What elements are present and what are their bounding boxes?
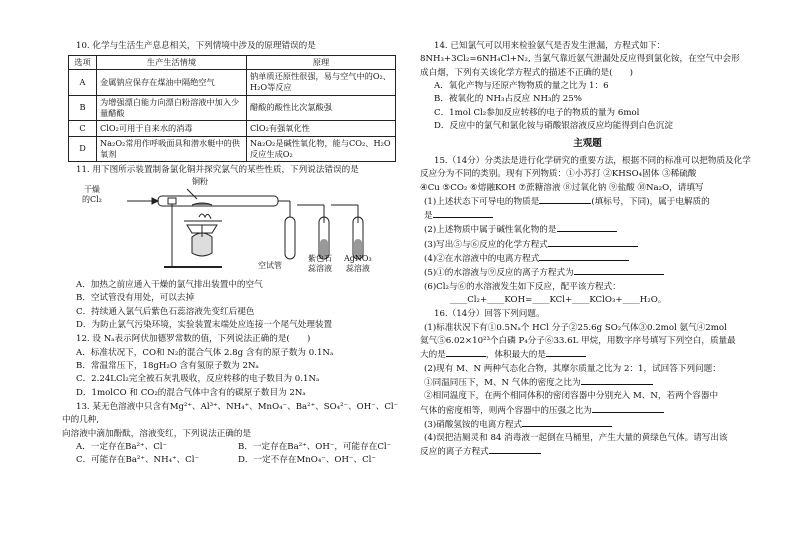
question-14-stem-line3: 成白烟，下列有关该化学方程式的描述不正确的是( ) — [420, 67, 633, 78]
label-agno3-line1: AgNO₃ — [344, 254, 372, 264]
table-cell-scene: Na₂O₂常用作呼吸面具和潜水艇中的供氧剂 — [97, 136, 247, 161]
question-14-option-c: C．1mol Cl₂参加反应转移的电子的物质的量为 6mol — [434, 107, 640, 118]
question-13 — [62, 401, 400, 468]
question-15 — [420, 155, 755, 307]
table-row — [69, 95, 396, 120]
question-16-line5: (2)现有 M、N 两种气态化合物，其摩尔质量之比为 2：1，试回答下列问题： — [424, 363, 721, 374]
question-15-part6-equation: ____Cl₂+____KOH=____KCl+____KClO₃+____H₂O。 — [450, 295, 667, 306]
answer-blank[interactable] — [522, 418, 612, 427]
label-dry-cl2-line1: 干燥 — [83, 185, 100, 195]
question-15-line3: ④Cu ⑤CO₂ ⑥熔融KOH ⑦蔗糖溶液 ⑧过氧化钠 ⑨盐酸 ⑩Na₂O，请填写 — [420, 182, 704, 193]
question-15-line1: 15.（14分）分类法是进行化学研究的重要方法，根据不同的标准可以把物质及化学 — [434, 155, 751, 166]
question-12-option-d: D．1molCO 和 CO₂的混合气体中含有的碳原子数目为 2Nₐ — [76, 387, 306, 398]
right-column — [420, 40, 755, 461]
question-15-line2: 反应分为不同的类别。现有下列物质：①小苏打 ②KHSO₄固体 ③稀硫酸 — [420, 169, 697, 180]
question-14-option-d: D．反应中的氯气和氯化铵与硝酸银溶液反应均能得到白色沉淀 — [434, 120, 673, 131]
table-cell-scene: ClO₂可用于自来水的消毒 — [97, 120, 247, 136]
table-row — [69, 70, 396, 95]
label-litmus-line1: 紫色石 — [308, 254, 332, 264]
question-14-option-a: A．氧化产物与还原产物物质的量之比为 1：6 — [434, 80, 609, 91]
stand-clamp — [168, 198, 176, 204]
label-dry-cl2-line2: 的Cl₂ — [82, 194, 102, 204]
table-cell-option: D — [69, 136, 97, 161]
question-15-part6: (6)Cl₂与⑥的水溶液发生如下反应，配平该方程式： — [424, 281, 621, 292]
answer-blank[interactable] — [546, 348, 586, 357]
question-11-option-c: C．持续通入氯气后紫色石蕊溶液先变红后褪色 — [76, 306, 255, 317]
question-15-part1-cont-text: 是 — [424, 211, 433, 222]
section-title: 主观题 — [573, 138, 602, 150]
question-11-option-a: A．加热之前应通入干燥的氯气排出装置中的空气 — [76, 280, 263, 291]
table-cell-option: C — [69, 120, 97, 136]
question-16-part3 — [420, 418, 755, 432]
copper-pointer — [187, 189, 197, 199]
principle-table — [68, 55, 396, 161]
inlet-arrow — [152, 198, 158, 204]
answer-blank[interactable] — [446, 348, 486, 357]
table-cell-scene: 为增强漂白能力向漂白粉溶液中加入少量醋酸 — [97, 95, 247, 120]
question-10-stem: 10. 化学与生活生产息息相关，下列情境中涉及的原理错误的是 — [76, 41, 316, 51]
question-14-option-b: B．被氧化的 NH₃占反应 NH₃的 25% — [434, 94, 582, 105]
question-15-part5-text: (5)①的水溶液与⑨反应的离子方程式为 — [424, 268, 574, 279]
table-header-scene: 生产生活情境 — [97, 56, 247, 70]
label-agno3-solution — [344, 254, 372, 273]
question-10 — [62, 40, 400, 162]
label-dry-cl2 — [82, 185, 102, 204]
question-11-stem: 11. 用下图所示装置制备氯化铜并探究氯气的某些性质，下列说法错误的是 — [76, 164, 359, 175]
question-12-option-a: A．标准状况下，CO和 N₂的混合气体 2.8g 含有的原子数为 0.1Nₐ — [76, 347, 334, 358]
table-cell-principle: 醋酸的酸性比次氯酸强 — [247, 95, 396, 120]
label-empty-tube: 空试管 — [258, 261, 282, 271]
question-16-part2b-text: 气体的密度相等，则两个容器中的压强之比为 — [420, 405, 592, 416]
question-16 — [420, 308, 755, 459]
question-15-part2 — [420, 223, 755, 237]
table-row — [69, 136, 396, 161]
question-16-line3: 氦气⑤6.02×10²³个白磷 P₄分子⑥33.6L 甲烷，用数字序号填写下列空白，质量最 — [420, 335, 736, 346]
answer-blank[interactable] — [539, 195, 591, 204]
answer-blank[interactable] — [539, 252, 629, 261]
question-16-line4 — [420, 348, 755, 362]
question-14-stem-line1: 14. 已知氯气可以用来检验氨气是否发生泄漏，方程式如下： — [434, 41, 666, 51]
question-12-option-b: B．常温常压下，18gH₂O 含有氢原子数为 2Nₐ — [76, 360, 259, 371]
question-16-line4-text: 大的是 — [420, 350, 446, 361]
question-13-option-d: D．一定不存在MnO₄⁻、OH⁻、Cl⁻ — [238, 455, 376, 466]
question-12 — [62, 333, 400, 400]
table-cell-principle: 钠单质还原性很强，易与空气中的O₂、H₂O等反应 — [247, 70, 396, 95]
question-16-line2: (1)标准状况下有①0.5Nₐ个 HCl 分子②25.6g SO₂气体③0.2mol 氨气④2mol — [424, 322, 727, 333]
table-header-row — [69, 56, 396, 70]
question-15-part1 — [420, 195, 755, 209]
question-13-option-a: A．一定存在Ba²⁺、Cl⁻ — [76, 441, 168, 452]
question-14-stem-line2: 8NH₃+3Cl₂=6NH₄Cl+N₂, 当氯气靠近氨气泄漏处反应得到氯化铵，在空气中会形 — [420, 54, 740, 65]
apparatus-figure — [62, 177, 400, 277]
question-13-stem-line1: 13. 某无色溶液中只含有Mg²⁺、Al³⁺、NH₄⁺、MnO₄⁻、Ba²⁺、SO₄²⁻、OH⁻、Cl⁻中的几种, — [62, 401, 399, 426]
table-cell-principle: ClO₂有强氧化性 — [247, 120, 396, 136]
question-13-option-b: B．一定存在Ba²⁺、OH⁻，可能存在Cl⁻ — [238, 441, 392, 452]
question-16-part2a-text: ①同温同压下，M、N 气体的密度之比为 — [424, 377, 581, 388]
question-16-line10: (4)误把洁厕灵和 84 消毒液一起倒在马桶里，产生大量的黄绿色气体。请写出该 — [424, 433, 728, 444]
question-15-part1-cont — [420, 209, 755, 223]
label-copper-powder: 铜粉 — [192, 177, 208, 187]
table-header-principle: 原理 — [247, 56, 396, 70]
question-16-line4-text-b: ，体积最大的是 — [485, 350, 546, 361]
flame — [199, 214, 211, 219]
question-11 — [62, 164, 400, 333]
question-15-part4-text: (4)②在水溶液中的电离方程式 — [424, 254, 540, 265]
question-15-part4 — [420, 252, 755, 266]
question-12-option-c: C．2.24LCl₂完全被石灰乳吸收，反应转移的电子数目为 0.1Nₐ — [76, 374, 320, 385]
question-13-options-row2 — [62, 454, 400, 467]
copper-powder — [192, 203, 212, 205]
answer-blank[interactable] — [592, 404, 664, 413]
question-16-part3-text: (3)硝酸氢铵的电离方程式 — [424, 419, 523, 430]
question-16-part4 — [420, 445, 755, 459]
left-column — [62, 40, 400, 468]
question-13-stem-line2: 向溶液中滴加酚酞，溶液变红，下列说法正确的是 — [62, 428, 252, 439]
table-cell-option: B — [69, 95, 97, 120]
answer-blank[interactable] — [489, 445, 541, 454]
answer-blank[interactable] — [581, 376, 653, 385]
label-litmus-line2: 蕊溶液 — [308, 263, 332, 273]
question-13-option-c: C．可能存在Ba²⁺、NH₄⁺、Cl⁻ — [76, 455, 200, 466]
answer-blank[interactable] — [433, 209, 493, 218]
question-16-part2b — [420, 404, 755, 418]
question-15-part5 — [420, 266, 755, 280]
table-cell-option: A — [69, 70, 97, 95]
question-16-part2a — [420, 376, 755, 390]
empty-test-tube — [285, 217, 295, 259]
table-cell-principle: Na₂O₂是碱性氧化物，能与CO₂、H₂O反应生成O₂ — [247, 136, 396, 161]
answer-blank[interactable] — [574, 266, 664, 275]
table-header-option: 选项 — [69, 56, 97, 70]
question-16-part4-text: 反应的离子方程式 — [420, 447, 489, 458]
question-15-part3-text: (3)写出⑤与⑥反应的化学方程式 — [424, 239, 548, 250]
answer-blank[interactable] — [548, 238, 638, 247]
label-litmus-solution — [308, 254, 332, 273]
question-15-part2-text: (2)上述物质中属于碱性氧化物的是 — [424, 225, 557, 236]
table-cell-scene: 金属钠应保存在煤油中隔绝空气 — [97, 70, 247, 95]
question-11-option-d: D．为防止氯气污染环境，实验装置末端处应连接一个尾气处理装置 — [76, 320, 333, 330]
question-16-line7: ②相同温度下，在两个相同体积的密闭容器中分别充入 M、N，若两个容器中 — [424, 391, 719, 402]
question-12-stem: 12. 设 Nₐ表示阿伏加德罗常数的值，下列说法正确的是( ) — [76, 334, 311, 345]
question-16-line1: 16.（14分）回答下列问题。 — [434, 309, 545, 320]
question-13-options-row1 — [62, 441, 400, 454]
question-15-part1-text: (1)上述状态下可导电的物质是 — [424, 196, 540, 207]
answer-blank[interactable] — [557, 223, 617, 232]
question-14 — [420, 40, 755, 133]
table-row — [69, 120, 396, 136]
question-15-part1-text-b: (填标号，下同)，属于电解质的 — [591, 196, 710, 207]
question-15-part3 — [420, 238, 755, 252]
label-agno3-line2: 蕊溶液 — [345, 263, 370, 273]
question-11-option-b: B．空试管没有用处，可以去掉 — [76, 293, 195, 304]
